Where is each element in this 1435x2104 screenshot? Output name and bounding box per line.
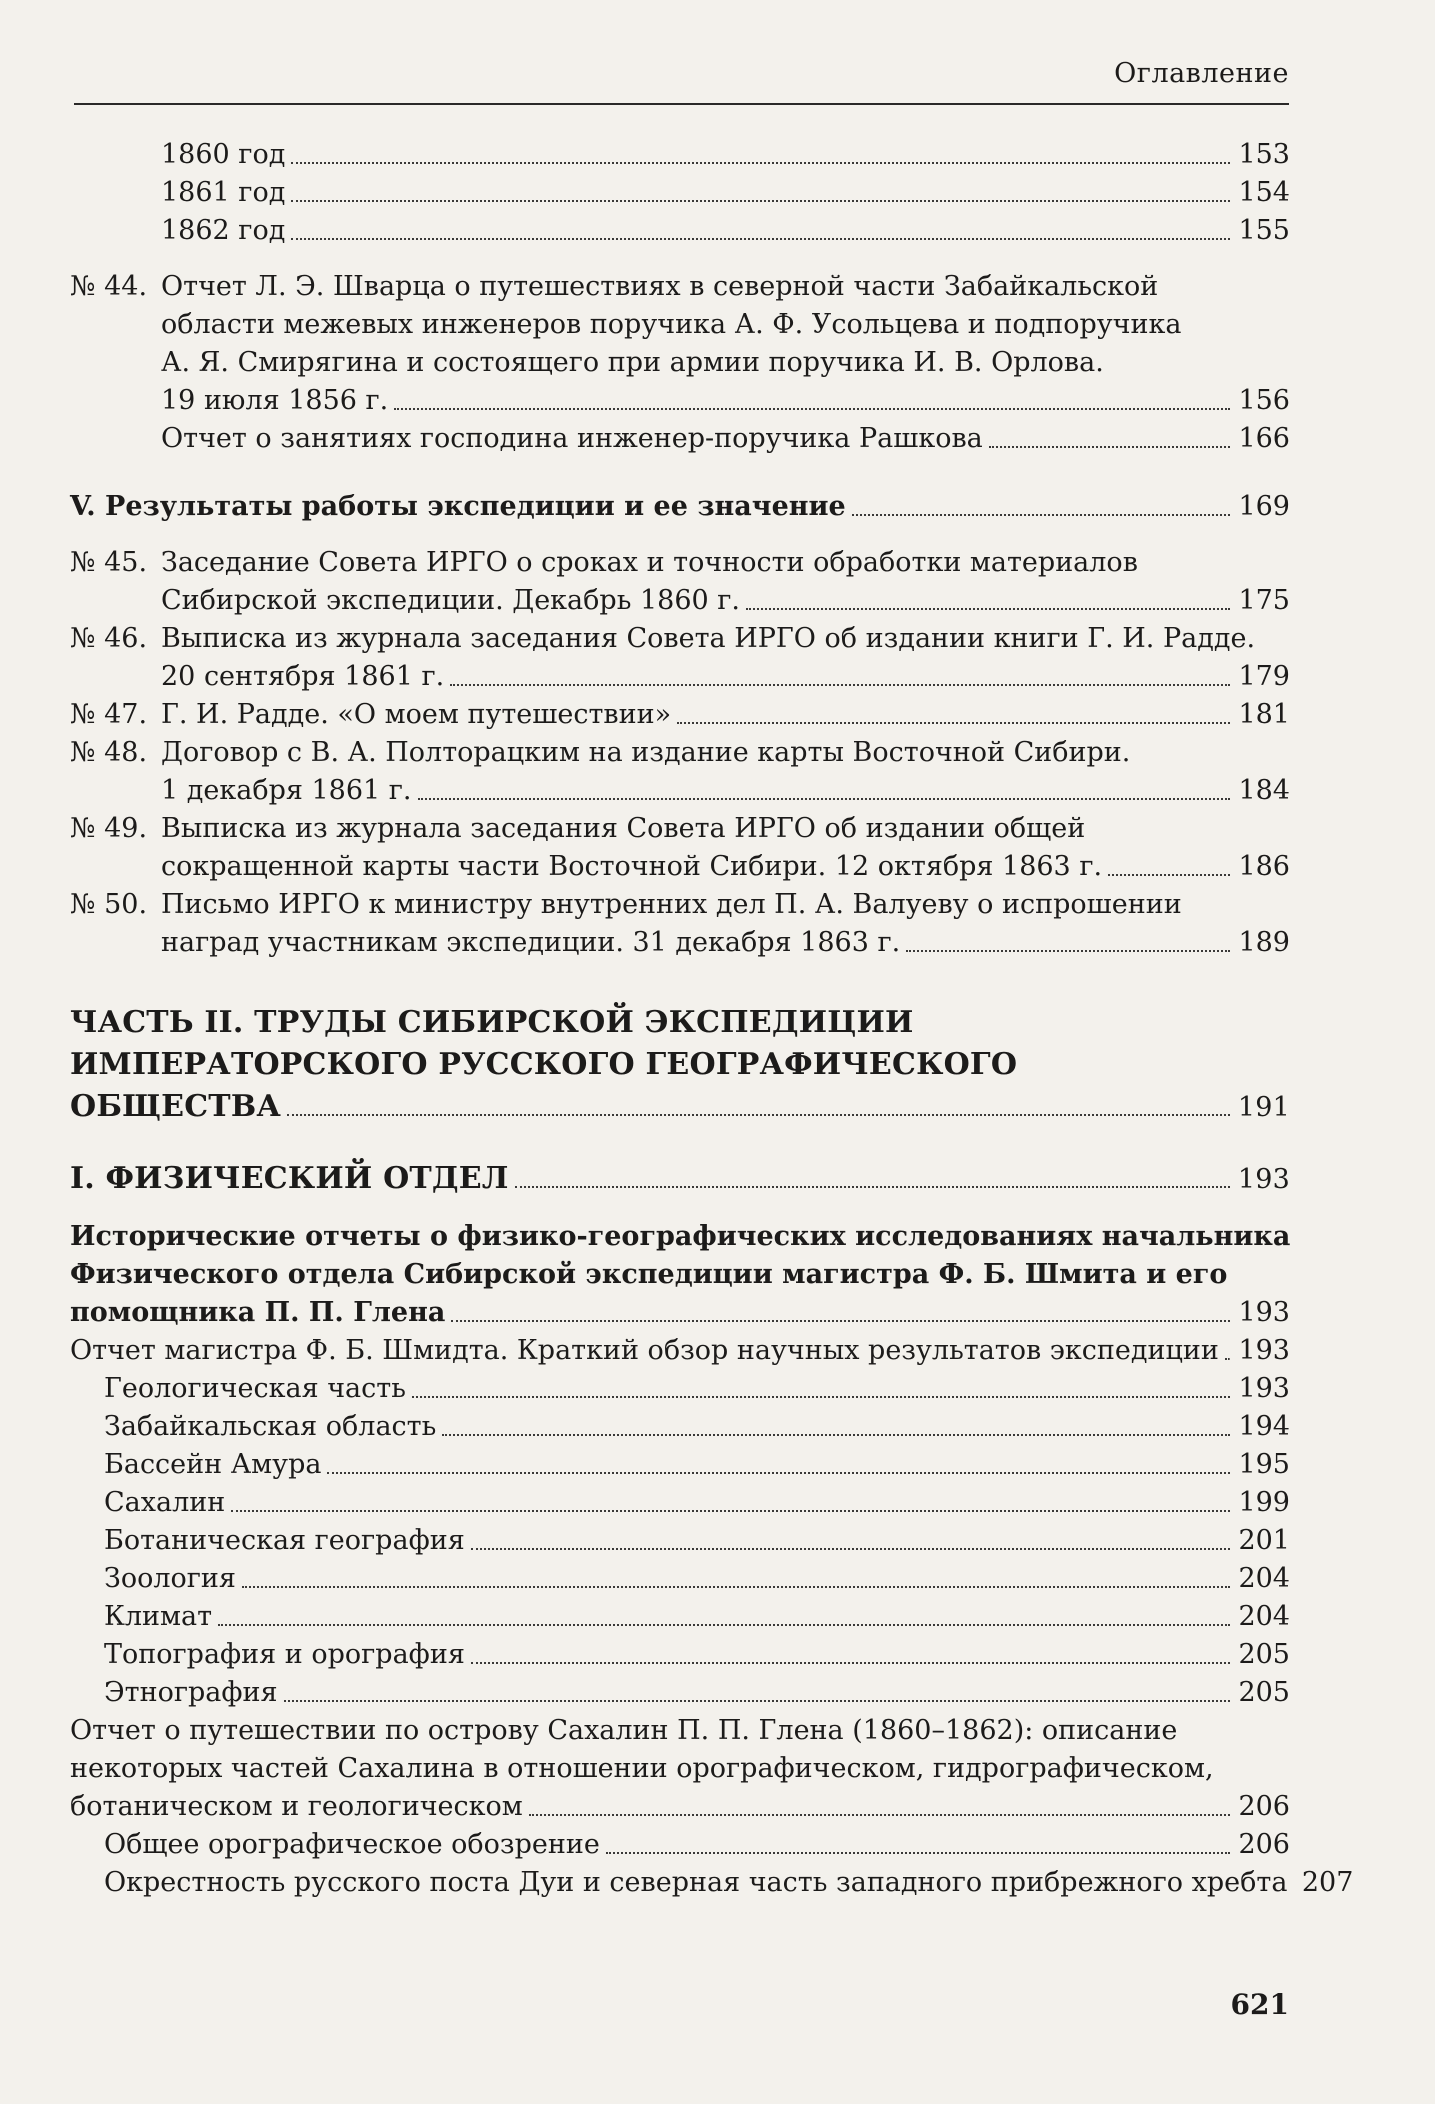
leader-dots [418, 798, 1230, 800]
leader-dots [515, 1186, 1230, 1188]
toc-entry[interactable]: Бассейн Амура 195 [70, 1446, 1290, 1484]
toc-section-v[interactable]: V. Результаты работы экспедиции и ее значение 169 [70, 488, 1290, 526]
doc-number: № 45. [70, 547, 148, 578]
leader-dots [450, 684, 1230, 686]
page-number: 206 [1238, 1791, 1290, 1822]
leader-dots [394, 408, 1230, 410]
toc-entry-glen[interactable]: Отчет о путешествии по острову Сахалин П. П. Глена (1860–1862): описание [70, 1715, 1178, 1746]
toc-entry[interactable]: ботаническом и геологическом 206 [70, 1788, 1290, 1826]
toc-entry[interactable]: 1 декабря 1861 г. 184 [70, 772, 1290, 810]
toc-entry[interactable]: помощника П. П. Глена 193 [70, 1294, 1290, 1332]
leader-dots [291, 162, 1230, 164]
page-number: 194 [1238, 1411, 1290, 1442]
leader-dots [284, 1700, 1230, 1702]
page-number: 179 [1238, 661, 1290, 692]
page-number: 206 [1238, 1829, 1290, 1860]
page-number: 199 [1238, 1487, 1290, 1518]
page-number: 154 [1238, 177, 1290, 208]
toc-entry[interactable]: Топография и орография 205 [70, 1636, 1290, 1674]
page-number: 156 [1238, 385, 1290, 416]
page-number: 153 [1238, 139, 1290, 170]
page-number: 175 [1238, 585, 1290, 616]
doc-number: № 44. [70, 271, 148, 302]
toc-entry-doc44[interactable]: № 44. Отчет Л. Э. Шварца о путешествиях в северной части Забайкальской [70, 268, 1290, 306]
leader-dots [291, 200, 1230, 202]
toc-entry[interactable]: сокращенной карты части Восточной Сибири. 12 октября 1863 г. 186 [70, 848, 1290, 886]
page-number: 166 [1238, 423, 1290, 454]
doc-number: № 50. [70, 889, 148, 920]
page-folio: 621 [1230, 1988, 1289, 2021]
leader-dots [677, 722, 1230, 724]
page-number: 184 [1238, 775, 1290, 806]
page-number: 186 [1238, 851, 1290, 882]
toc-entry[interactable]: 1860 год 153 [70, 136, 1290, 174]
leader-dots [606, 1852, 1230, 1854]
toc-entry[interactable]: Окрестность русского поста Дуи и северная часть западного прибрежного хребта 207 [70, 1864, 1290, 1902]
leader-dots [412, 1396, 1230, 1398]
leader-dots [471, 1662, 1230, 1664]
toc-entry[interactable]: Общее орографическое обозрение 206 [70, 1826, 1290, 1864]
page-number: 189 [1238, 927, 1290, 958]
toc-entry-doc46[interactable]: № 46. Выписка из журнала заседания Совета ИРГО об издании книги Г. И. Радде. [70, 620, 1290, 658]
toc-entry[interactable]: наград участникам экспедиции. 31 декабря 1863 г. 189 [70, 924, 1290, 962]
table-of-contents: 1860 год 153 1861 год 154 1862 год 155 № 44. Отчет Л. Э. Шварца о путешествиях в северной части Забайкальской области межевых инженеров поручика А. Ф. Усольцева и подпоручика А. Я. Смирягина и состоящего при армии поручика И. В. Орлова. 19 июля 1856 г. 156 Отчет о занятиях господина инженер-поручика Рашкова 166 V. Результаты работы экспедиции и ее значение 169 № 45. Заседание Совета ИРГО о сроках и точности обработки материалов Сибирской экспедиции. Декабрь 1860 г. 175 № 46. Выписка из журнала заседания Совета ИРГО об издании книги Г. И. Радде. 20 сентября 1861 г. 179 № 47. Г. И. Радде. «О моем путешествии» 181 № 48. Договор с В. А. Полторацким на издание карты Восточной Сибири. 1 декабря 1861 г. 184 № 49. Выписка из журнала заседания Совета ИРГО об издании общей сокращенной карты части Восточной Сибири. 12 октября 1863 г. 186 № 50. Письмо ИРГО к министру внутренних дел П. А. Валуеву о испрошении наград участникам экспедиции. 31 декабря 1863 г. 189 ЧАСТЬ II. ТРУДЫ СИБИРСКОЙ ЭКСПЕДИЦИИ ИМПЕРАТОРСКОГО РУССКОГО ГЕОГРАФИЧЕСКОГО ОБЩЕСТВА 191 I. ФИЗИЧЕСКИЙ ОТДЕЛ 193 Исторические отчеты о физико-географических исследованиях начальника Физического отдела Сибирской экспедиции магистра Ф. Б. Шмита и его помощника П. П. Глена 193 Отчет магистра Ф. Б. Шмидта. Краткий обзор научных результатов экспедиции 193 Геологическая часть 193 Забайкальская область 194 Бассейн Амура 195 Сахалин 199 Ботаническая география 201 Зоология 204 Климат 204 Топография и орография 205 Этнография 205 Отчет о путешествии по острову Сахалин П. П. Глена (1860–1862): описание некоторых частей Сахалина в отношении орографическом, гидрографическом, ботаническом и геологическом 206 Общее орографическое обозрение 206 Окрестность русского поста Дуи и северная часть западного прибрежного хребта 207 [70, 136, 1290, 1902]
doc-number: № 49. [70, 813, 148, 844]
toc-entry-doc50[interactable]: № 50. Письмо ИРГО к министру внутренних дел П. А. Валуеву о испрошении [70, 886, 1290, 924]
leader-dots [746, 608, 1230, 610]
page-number: 204 [1238, 1601, 1290, 1632]
leader-dots [242, 1586, 1230, 1588]
toc-entry[interactable]: Сибирской экспедиции. Декабрь 1860 г. 175 [70, 582, 1290, 620]
toc-entry-doc49[interactable]: № 49. Выписка из журнала заседания Совета ИРГО об издании общей [70, 810, 1290, 848]
leader-dots [1108, 874, 1230, 876]
header-rule [74, 103, 1289, 105]
toc-entry-doc47[interactable]: № 47. Г. И. Радде. «О моем путешествии» 181 [70, 696, 1290, 734]
leader-dots [852, 514, 1230, 516]
leader-dots [989, 446, 1230, 448]
toc-entry[interactable]: Этнография 205 [70, 1674, 1290, 1712]
toc-entry[interactable]: 1862 год 155 [70, 212, 1290, 250]
toc-entry[interactable]: Забайкальская область 194 [70, 1408, 1290, 1446]
page-number: 155 [1238, 215, 1290, 246]
page-number: 204 [1238, 1563, 1290, 1594]
leader-dots [287, 1114, 1230, 1116]
toc-entry-schmidt[interactable]: Отчет магистра Ф. Б. Шмидта. Краткий обзор научных результатов экспедиции 193 [70, 1332, 1290, 1370]
leader-dots [906, 950, 1230, 952]
leader-dots [1225, 1358, 1230, 1360]
leader-dots [218, 1624, 1230, 1626]
page-number: 207 [1301, 1867, 1354, 1898]
page-number: 205 [1238, 1639, 1290, 1670]
leader-dots [529, 1814, 1230, 1816]
leader-dots [231, 1510, 1230, 1512]
toc-entry[interactable]: ОБЩЕСТВА 191 [70, 1086, 1290, 1128]
toc-entry[interactable]: 19 июля 1856 г. 156 [70, 382, 1290, 420]
toc-entry-doc45[interactable]: № 45. Заседание Совета ИРГО о сроках и точности обработки материалов [70, 544, 1290, 582]
doc-number: № 46. [70, 623, 148, 654]
page-number: 195 [1238, 1449, 1290, 1480]
doc-number: № 47. [70, 699, 148, 730]
page-number: 193 [1238, 1373, 1290, 1404]
page-number: 193 [1237, 1164, 1290, 1195]
doc-number: № 48. [70, 737, 148, 768]
leader-dots [442, 1434, 1230, 1436]
toc-entry[interactable]: 20 сентября 1861 г. 179 [70, 658, 1290, 696]
leader-dots [327, 1472, 1230, 1474]
toc-subsection-historical[interactable]: Исторические отчеты о физико-географических исследованиях начальника [70, 1221, 1291, 1252]
toc-entry[interactable]: Климат 204 [70, 1598, 1290, 1636]
toc-entry[interactable]: Геологическая часть 193 [70, 1370, 1290, 1408]
toc-section-physical[interactable]: I. ФИЗИЧЕСКИЙ ОТДЕЛ 193 [70, 1158, 1290, 1200]
page-number: 193 [1238, 1335, 1290, 1366]
toc-entry[interactable]: Ботаническая география 201 [70, 1522, 1290, 1560]
toc-entry-doc48[interactable]: № 48. Договор с В. А. Полторацким на издание карты Восточной Сибири. [70, 734, 1290, 772]
leader-dots [451, 1320, 1230, 1322]
page-number: 193 [1238, 1297, 1290, 1328]
leader-dots [291, 238, 1230, 240]
page-number: 191 [1237, 1092, 1290, 1123]
toc-entry[interactable]: 1861 год 154 [70, 174, 1290, 212]
page-number: 169 [1238, 491, 1290, 522]
leader-dots [471, 1548, 1230, 1550]
part-heading[interactable]: ЧАСТЬ II. ТРУДЫ СИБИРСКОЙ ЭКСПЕДИЦИИ [70, 1005, 914, 1040]
running-head: Оглавление [1114, 58, 1289, 89]
page-number: 201 [1238, 1525, 1290, 1556]
page-number: 181 [1238, 699, 1290, 730]
page-number: 205 [1238, 1677, 1290, 1708]
toc-entry[interactable]: Зоология 204 [70, 1560, 1290, 1598]
toc-entry[interactable]: Сахалин 199 [70, 1484, 1290, 1522]
toc-entry[interactable]: Отчет о занятиях господина инженер-поручика Рашкова 166 [70, 420, 1290, 458]
